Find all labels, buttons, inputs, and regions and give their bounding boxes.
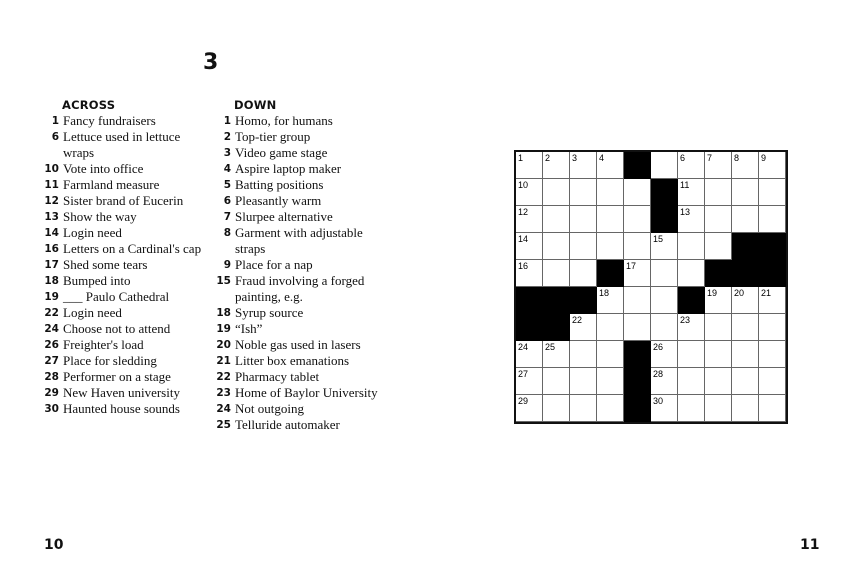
down-clue xyxy=(216,353,386,369)
down-clue xyxy=(216,401,386,417)
clue-text: Top-tier group xyxy=(235,129,311,144)
cell-number: 23 xyxy=(680,315,691,325)
black-square xyxy=(516,314,543,341)
clue-number: 19 xyxy=(216,323,231,335)
down-clue xyxy=(216,177,386,193)
page-number-left: 10 xyxy=(44,537,64,553)
grid-cell[interactable] xyxy=(678,152,705,179)
black-square xyxy=(732,260,759,287)
across-clue xyxy=(44,401,204,417)
grid-cell[interactable] xyxy=(705,179,732,206)
grid-cell[interactable] xyxy=(759,152,786,179)
grid-cell[interactable] xyxy=(705,233,732,260)
grid-cell[interactable] xyxy=(570,260,597,287)
clue-text: Bumped into xyxy=(63,273,131,288)
clue-text: Batting positions xyxy=(235,177,324,192)
clue-number: 11 xyxy=(44,179,59,191)
cell-number: 20 xyxy=(734,288,745,298)
cell-number: 15 xyxy=(653,234,664,244)
clue-number: 30 xyxy=(44,403,59,415)
grid-cell[interactable] xyxy=(516,368,543,395)
clue-text: Haunted house sounds xyxy=(63,401,180,416)
down-clue xyxy=(216,145,386,161)
black-square xyxy=(759,260,786,287)
cell-number: 4 xyxy=(599,153,605,163)
grid-cell[interactable] xyxy=(651,233,678,260)
down-clue xyxy=(216,305,386,321)
cell-number: 22 xyxy=(572,315,583,325)
cell-number: 21 xyxy=(761,288,772,298)
cell-number: 12 xyxy=(518,207,529,217)
clue-text: Farmland measure xyxy=(63,177,160,192)
cell-number: 27 xyxy=(518,369,529,379)
grid-cell[interactable] xyxy=(624,314,651,341)
clue-text: Sister brand of Eucerin xyxy=(63,193,184,208)
down-clue xyxy=(216,417,386,433)
clue-text: Freighter's load xyxy=(63,337,144,352)
grid-cell[interactable] xyxy=(759,368,786,395)
across-clue xyxy=(44,193,204,209)
clue-text: Not outgoing xyxy=(235,401,304,416)
grid-cell[interactable] xyxy=(597,179,624,206)
clue-number: 27 xyxy=(44,355,59,367)
grid-cell[interactable] xyxy=(543,368,570,395)
black-square xyxy=(570,287,597,314)
black-square xyxy=(651,206,678,233)
clue-text: Fraud involving a forged painting, e.g. xyxy=(235,273,365,304)
grid-cell[interactable] xyxy=(516,179,543,206)
grid-cell[interactable] xyxy=(597,341,624,368)
clue-number: 19 xyxy=(44,291,59,303)
grid-cell[interactable] xyxy=(543,260,570,287)
cell-number: 14 xyxy=(518,234,529,244)
grid-cell[interactable] xyxy=(678,179,705,206)
clue-number: 21 xyxy=(216,355,231,367)
grid-cell[interactable] xyxy=(678,341,705,368)
grid-cell[interactable] xyxy=(705,287,732,314)
grid-cell[interactable] xyxy=(570,233,597,260)
clue-text: “Ish” xyxy=(235,321,263,336)
across-clue xyxy=(44,337,204,353)
clue-number: 6 xyxy=(223,195,231,207)
grid-cell[interactable] xyxy=(624,233,651,260)
grid-cell[interactable] xyxy=(678,233,705,260)
grid-cell[interactable] xyxy=(732,179,759,206)
clue-number: 25 xyxy=(216,419,231,431)
clue-number: 3 xyxy=(223,147,231,159)
down-clue xyxy=(216,257,386,273)
clue-number: 18 xyxy=(216,307,231,319)
grid-cell[interactable] xyxy=(732,395,759,422)
cell-number: 8 xyxy=(734,153,740,163)
down-heading: DOWN xyxy=(234,98,277,112)
grid-cell[interactable] xyxy=(678,260,705,287)
down-clue xyxy=(216,385,386,401)
across-clue xyxy=(44,369,204,385)
grid-cell[interactable] xyxy=(705,341,732,368)
grid-cell[interactable] xyxy=(759,179,786,206)
down-clue xyxy=(216,321,386,337)
grid-cell[interactable] xyxy=(516,260,543,287)
clue-text: Homo, for humans xyxy=(235,113,333,128)
clue-text: Login need xyxy=(63,225,122,240)
grid-cell[interactable] xyxy=(732,287,759,314)
grid-cell[interactable] xyxy=(597,314,624,341)
across-clue xyxy=(44,177,204,193)
black-square xyxy=(705,260,732,287)
grid-cell[interactable] xyxy=(732,314,759,341)
grid-cell[interactable] xyxy=(624,206,651,233)
grid-cell[interactable] xyxy=(516,341,543,368)
cell-number: 30 xyxy=(653,396,664,406)
grid-cell[interactable] xyxy=(570,368,597,395)
cell-number: 16 xyxy=(518,261,529,271)
clue-number: 2 xyxy=(223,131,231,143)
grid-cell[interactable] xyxy=(678,368,705,395)
clue-number: 24 xyxy=(44,323,59,335)
clue-text: Aspire laptop maker xyxy=(235,161,342,176)
clue-text: Litter box emanations xyxy=(235,353,350,368)
clue-text: Vote into office xyxy=(63,161,144,176)
cell-number: 28 xyxy=(653,369,664,379)
grid-cell[interactable] xyxy=(678,314,705,341)
grid-cell[interactable] xyxy=(624,179,651,206)
black-square xyxy=(624,395,651,422)
clue-number: 1 xyxy=(51,115,59,127)
clue-number: 7 xyxy=(223,211,231,223)
clue-number: 13 xyxy=(44,211,59,223)
clue-number: 6 xyxy=(51,131,59,143)
cell-number: 6 xyxy=(680,153,686,163)
down-clue xyxy=(216,209,386,225)
grid-cell[interactable] xyxy=(543,233,570,260)
clue-number: 28 xyxy=(44,371,59,383)
down-clue xyxy=(216,193,386,209)
grid-cell[interactable] xyxy=(624,260,651,287)
grid-cell[interactable] xyxy=(516,233,543,260)
grid-cell[interactable] xyxy=(516,152,543,179)
clue-text: Shed some tears xyxy=(63,257,148,272)
clue-text: Syrup source xyxy=(235,305,304,320)
grid-cell[interactable] xyxy=(705,395,732,422)
black-square xyxy=(543,287,570,314)
clue-number: 9 xyxy=(223,259,231,271)
grid-cell[interactable] xyxy=(651,260,678,287)
grid-cell[interactable] xyxy=(543,179,570,206)
cell-number: 2 xyxy=(545,153,551,163)
grid-cell[interactable] xyxy=(516,395,543,422)
cell-number: 19 xyxy=(707,288,718,298)
clue-text: Show the way xyxy=(63,209,137,224)
clue-number: 12 xyxy=(44,195,59,207)
cell-number: 7 xyxy=(707,153,713,163)
clue-number: 18 xyxy=(44,275,59,287)
cell-number: 25 xyxy=(545,342,556,352)
cell-number: 26 xyxy=(653,342,664,352)
grid-cell[interactable] xyxy=(678,395,705,422)
black-square xyxy=(624,341,651,368)
grid-cell[interactable] xyxy=(516,206,543,233)
grid-cell[interactable] xyxy=(705,152,732,179)
across-clue xyxy=(44,241,204,257)
cell-number: 17 xyxy=(626,261,637,271)
grid-cell[interactable] xyxy=(570,341,597,368)
grid-cell[interactable] xyxy=(759,314,786,341)
black-square xyxy=(543,314,570,341)
grid-cell[interactable] xyxy=(597,233,624,260)
clue-text: Login need xyxy=(63,305,122,320)
across-heading: ACROSS xyxy=(62,98,116,112)
grid-cell[interactable] xyxy=(651,314,678,341)
cell-number: 1 xyxy=(518,153,524,163)
across-clue xyxy=(44,289,204,305)
grid-cell[interactable] xyxy=(651,287,678,314)
across-clue xyxy=(44,161,204,177)
cell-number: 18 xyxy=(599,288,610,298)
cell-number: 29 xyxy=(518,396,529,406)
across-clue xyxy=(44,225,204,241)
grid-cell[interactable] xyxy=(570,395,597,422)
clue-number: 22 xyxy=(216,371,231,383)
black-square xyxy=(516,287,543,314)
grid-cell[interactable] xyxy=(597,395,624,422)
across-clue xyxy=(44,273,204,289)
cell-number: 9 xyxy=(761,153,767,163)
across-clue xyxy=(44,257,204,273)
black-square xyxy=(759,233,786,260)
black-square xyxy=(624,368,651,395)
clue-number: 23 xyxy=(216,387,231,399)
clue-text: Video game stage xyxy=(235,145,328,160)
clue-text: Choose not to attend xyxy=(63,321,171,336)
across-clue xyxy=(44,321,204,337)
grid-cell[interactable] xyxy=(732,206,759,233)
down-clue xyxy=(216,273,386,305)
black-square xyxy=(624,152,651,179)
clue-text: Pleasantly warm xyxy=(235,193,322,208)
clue-number: 24 xyxy=(216,403,231,415)
black-square xyxy=(678,287,705,314)
clue-number: 4 xyxy=(223,163,231,175)
clue-text: Letters on a Cardinal's cap xyxy=(63,241,202,256)
grid-cell[interactable] xyxy=(597,368,624,395)
grid-cell[interactable] xyxy=(759,206,786,233)
grid-cell[interactable] xyxy=(624,287,651,314)
across-clues xyxy=(44,97,204,417)
page-number-right: 11 xyxy=(800,537,820,553)
down-clues xyxy=(216,97,386,433)
clue-number: 26 xyxy=(44,339,59,351)
clue-number: 29 xyxy=(44,387,59,399)
grid-cell[interactable] xyxy=(678,206,705,233)
clue-number: 10 xyxy=(44,163,59,175)
grid-cell[interactable] xyxy=(570,314,597,341)
clue-text: New Haven university xyxy=(63,385,180,400)
clue-text: Lettuce used in lettuce wraps xyxy=(63,129,181,160)
grid-cell[interactable] xyxy=(543,152,570,179)
grid-cell[interactable] xyxy=(759,395,786,422)
clue-text: Place for sledding xyxy=(63,353,157,368)
clue-text: Pharmacy tablet xyxy=(235,369,320,384)
down-clue xyxy=(216,161,386,177)
cell-number: 3 xyxy=(572,153,578,163)
clue-number: 1 xyxy=(223,115,231,127)
clue-text: ___ Paulo Cathedral xyxy=(63,289,170,304)
grid-cell[interactable] xyxy=(570,152,597,179)
crossword-grid[interactable] xyxy=(514,150,788,424)
clue-text: Fancy fundraisers xyxy=(63,113,156,128)
clue-text: Slurpee alternative xyxy=(235,209,333,224)
grid-cell[interactable] xyxy=(543,341,570,368)
clue-text: Performer on a stage xyxy=(63,369,171,384)
grid-cell[interactable] xyxy=(759,287,786,314)
clue-number: 20 xyxy=(216,339,231,351)
grid-cell[interactable] xyxy=(570,206,597,233)
grid-cell[interactable] xyxy=(759,341,786,368)
black-square xyxy=(651,179,678,206)
cell-number: 11 xyxy=(680,180,690,190)
down-clue xyxy=(216,129,386,145)
clue-text: Home of Baylor University xyxy=(235,385,378,400)
across-clue xyxy=(44,353,204,369)
grid-cell[interactable] xyxy=(597,206,624,233)
down-clue xyxy=(216,337,386,353)
black-square xyxy=(597,260,624,287)
grid-cell[interactable] xyxy=(732,341,759,368)
down-clue-list xyxy=(216,113,386,433)
clue-number: 17 xyxy=(44,259,59,271)
clue-text: Noble gas used in lasers xyxy=(235,337,361,352)
grid-cell[interactable] xyxy=(651,152,678,179)
grid-cell[interactable] xyxy=(705,206,732,233)
grid-cell[interactable] xyxy=(705,368,732,395)
cell-number: 13 xyxy=(680,207,691,217)
down-clue xyxy=(216,225,386,257)
clue-number: 22 xyxy=(44,307,59,319)
cell-number: 10 xyxy=(518,180,529,190)
grid-cell[interactable] xyxy=(570,179,597,206)
clue-text: Garment with adjustable straps xyxy=(235,225,363,256)
clue-number: 5 xyxy=(223,179,231,191)
clue-number: 16 xyxy=(44,243,59,255)
clue-number: 14 xyxy=(44,227,59,239)
grid-cell[interactable] xyxy=(732,152,759,179)
grid-cell[interactable] xyxy=(543,395,570,422)
cell-number: 5 xyxy=(626,153,632,163)
clue-number: 15 xyxy=(216,275,231,287)
clue-text: Telluride automaker xyxy=(235,417,340,432)
grid-cell[interactable] xyxy=(597,287,624,314)
puzzle-number: 3 xyxy=(203,50,219,75)
across-clue xyxy=(44,209,204,225)
clue-number: 8 xyxy=(223,227,231,239)
grid-cell[interactable] xyxy=(543,206,570,233)
grid-cell[interactable] xyxy=(651,341,678,368)
across-clue xyxy=(44,113,204,129)
clue-text: Place for a nap xyxy=(235,257,313,272)
black-square xyxy=(732,233,759,260)
cell-number: 24 xyxy=(518,342,529,352)
grid-cell[interactable] xyxy=(732,368,759,395)
across-clue xyxy=(44,385,204,401)
grid-cell[interactable] xyxy=(651,368,678,395)
down-clue xyxy=(216,369,386,385)
grid-cell[interactable] xyxy=(651,395,678,422)
across-clue-list xyxy=(44,113,204,417)
across-clue xyxy=(44,305,204,321)
grid-cell[interactable] xyxy=(597,152,624,179)
across-clue xyxy=(44,129,204,161)
grid-cell[interactable] xyxy=(705,314,732,341)
down-clue xyxy=(216,113,386,129)
